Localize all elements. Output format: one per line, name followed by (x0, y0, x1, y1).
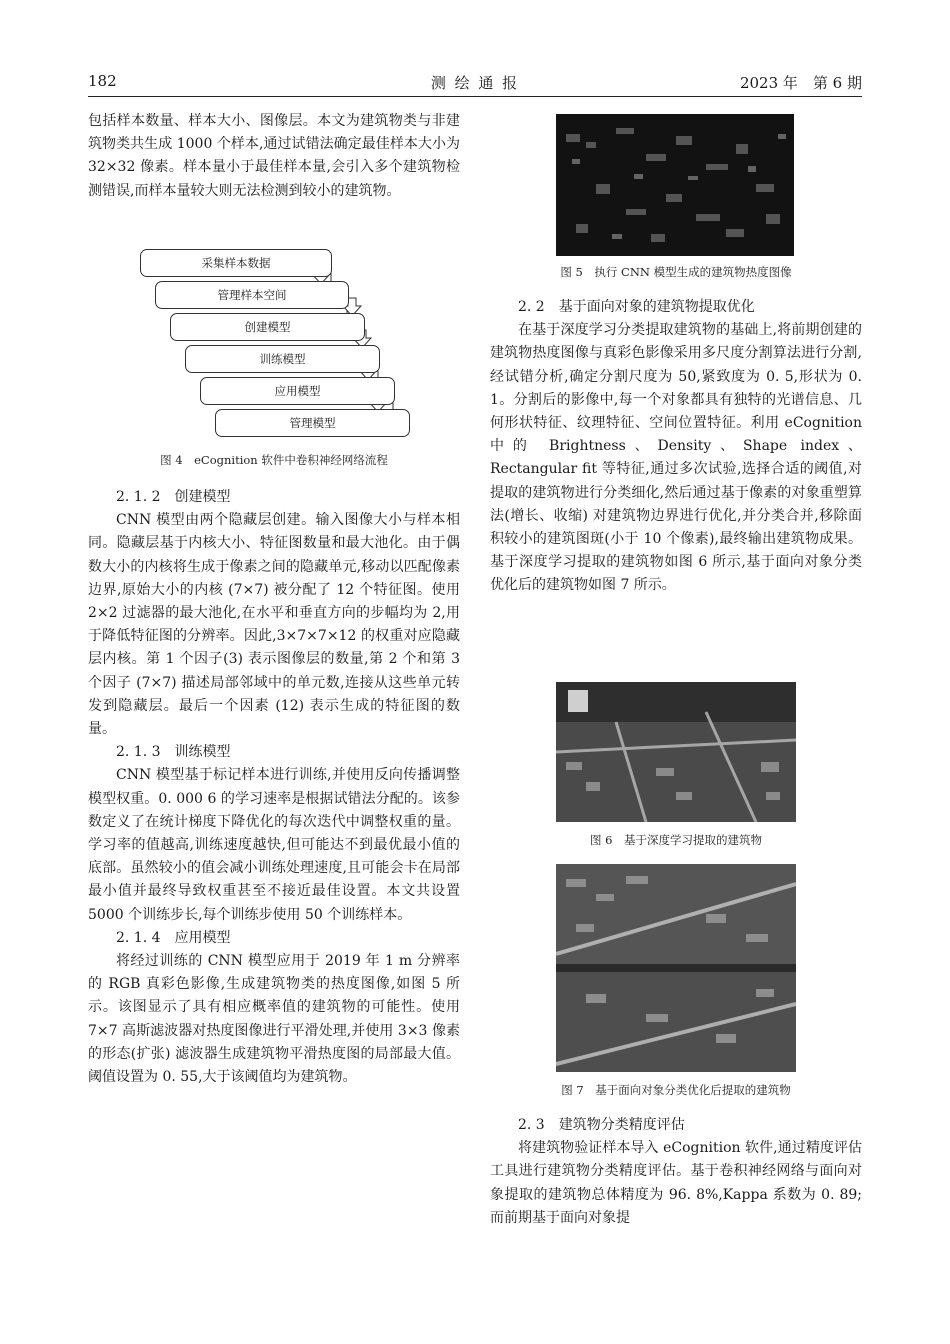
figure-6-image (556, 682, 796, 822)
flow-step-manage-model: 管理模型 (215, 409, 410, 437)
figure-7-image (556, 864, 796, 1072)
figure-5-image (556, 114, 794, 256)
section-2-1-3-body: CNN 模型基于标记样本进行训练,并使用反向传播调整模型权重。0. 000 6 的学习速率是根据试错法分配的。该参数定义了在统计梯度下降优化的每次迭代中调整权重的量。学习率的值越高,训练速度越快,但可能达不到最优最小值的底部。虽然较小的值会减小训练处理速度,且可能会卡在局部最小值并最终导致权重甚至不接近最佳设置。本文共设置 5000 个训练步长,每个训练步使用 50 个训练样本。 (88, 767, 460, 923)
issue-label: 2023 年 第 6 期 (739, 74, 862, 92)
section-2-3-title: 2. 3 建筑物分类精度评估 (518, 1117, 685, 1133)
figure-4-flowchart (88, 240, 460, 440)
left-body (88, 486, 460, 1089)
section-2-1-3-title: 2. 1. 3 训练模型 (116, 744, 231, 761)
right-body-1 (490, 296, 862, 598)
right-body-2 (490, 1114, 862, 1230)
aerial-texture (556, 682, 796, 822)
section-2-3-body: 将建筑物验证样本导入 eCognition 软件,通过精度评估工具进行建筑物分类精度评估。基于卷积神经网络与面向对象提取的建筑物总体精度为 96. 8%,Kappa 系数为 0. 89;而前期基于面向对象提 (490, 1140, 862, 1226)
heatmap-texture (556, 114, 794, 256)
section-2-1-4-body: 将经过训练的 CNN 模型应用于 2019 年 1 m 分辨率的 RGB 真彩色影像,生成建筑物类的热度图像,如图 5 所示。该图显示了具有相应概率值的建筑物的可能性。使用 7×7 高斯滤波器对热度图像进行平滑处理,并使用 3×3 像素的形态(扩张) 滤波器生成建筑物平滑热度图的局部最大值。阈值设置为 0. 55,大于该阈值均为建筑物。 (88, 953, 460, 1086)
figure-5-caption: 图 5 执行 CNN 模型生成的建筑物热度图像 (560, 265, 792, 279)
flow-step-manage-samples: 管理样本空间 (155, 281, 349, 309)
section-2-1-2-body: CNN 模型由两个隐藏层创建。输入图像大小与样本相同。隐藏层基于内核大小、特征图数量和最大池化。由于偶数大小的内核将生成于像素之间的隐藏单元,移动以匹配像素边界,原始大小的内核 (7×7) 被分配了 12 个特征图。使用 2×2 过滤器的最大池化,在水平和垂直方向的步幅均为 2,用于降低特征图的分辨率。因此,3×7×7×12 的权重对应隐藏层内核。第 1 个因子(3) 表示图像层的数量,第 2 个和第 3 个因子 (7×7) 描述局部邻域中的单元数,连接从这些单元转发到隐藏层。最后一个因素 (12) 表示生成的特征图的数量。 (88, 512, 460, 738)
section-2-1-2-title: 2. 1. 2 创建模型 (116, 489, 231, 505)
flow-step-collect: 采集样本数据 (140, 249, 332, 277)
section-2-2-body: 在基于深度学习分类提取建筑物的基础上,将前期创建的建筑物热度图像与真彩色影像采用多尺度分割算法进行分割,经试错分析,确定分割尺度为 50,紧致度为 0. 5,形状为 0. 1。分割后的影像中,每一个对象都具有独特的光谱信息、几何形状特征、纹理特征、空间位置特征。利用 eCognition 中的 Brightness、Density、Shape index、Rectangular fit 等特征,通过多次试验,选择合适的阈值,对提取的建筑物进行分类细化,然后通过基于像素的对象重塑算法(增长、收缩) 对建筑物边界进行优化,并分类合并,移除面积较小的建筑图斑(小于 10 个像素),最终输出建筑物成果。基于深度学习提取的建筑物如图 6 所示,基于面向对象分类优化后的建筑物如图 7 所示。 (490, 322, 862, 594)
flow-step-train-model: 训练模型 (185, 345, 380, 373)
figure-6-caption: 图 6 基于深度学习提取的建筑物 (590, 833, 762, 847)
aerial-texture-optimized (556, 864, 796, 1072)
section-2-2-title: 2. 2 基于面向对象的建筑物提取优化 (518, 299, 755, 315)
figure-7-caption: 图 7 基于面向对象分类优化后提取的建筑物 (561, 1083, 791, 1097)
flow-step-create-model: 创建模型 (170, 313, 365, 341)
page-number: 182 (88, 72, 117, 90)
journal-title: 测 绘 通 报 (430, 74, 520, 92)
intro-paragraph: 包括样本数量、样本大小、图像层。本文为建筑物类与非建筑物类共生成 1000 个样本,通过试错法确定最佳样本大小为 32×32 像素。样本量小于最佳样本量,会引入多个建筑物检测错误,而样本量较大则无法检测到较小的建筑物。 (88, 113, 460, 199)
left-intro (88, 110, 460, 203)
flow-step-apply-model: 应用模型 (200, 377, 395, 405)
figure-4-caption: 图 4 eCognition 软件中卷积神经网络流程 (160, 453, 388, 467)
section-2-1-4-title: 2. 1. 4 应用模型 (116, 929, 231, 946)
header-rule (88, 96, 862, 97)
